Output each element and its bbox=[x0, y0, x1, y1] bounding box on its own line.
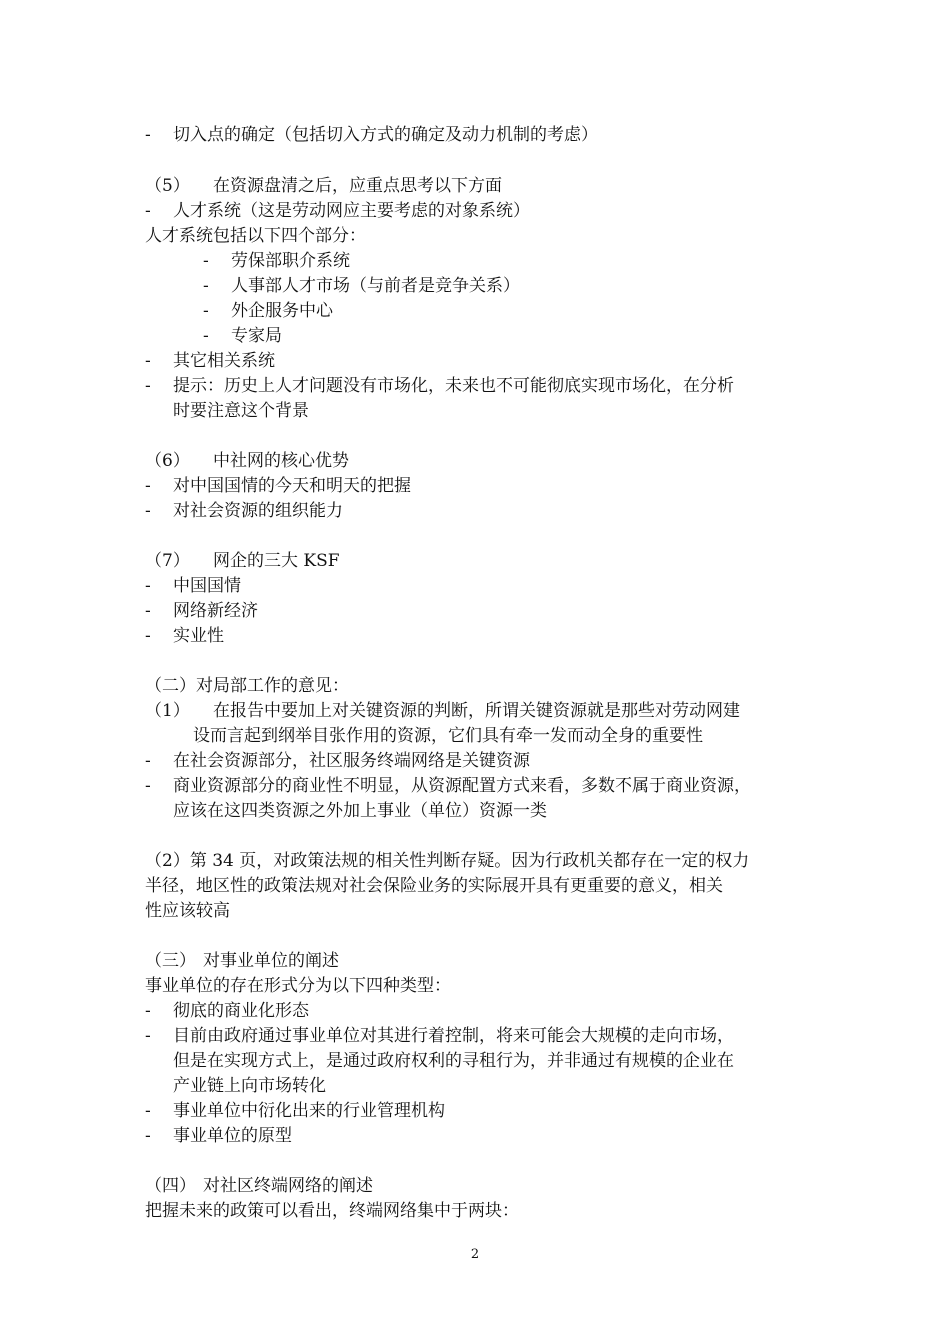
bullet-dash: - bbox=[145, 1101, 151, 1121]
section-number: （三） bbox=[145, 951, 196, 971]
section-number: （7） bbox=[145, 551, 190, 571]
bullet-dash: - bbox=[145, 376, 151, 396]
bullet-dash: - bbox=[145, 776, 151, 796]
paragraph-line: 性应该较高 bbox=[145, 901, 230, 921]
bullet-text: 对社会资源的组织能力 bbox=[173, 501, 343, 521]
bullet-text: 事业单位的原型 bbox=[173, 1126, 292, 1146]
paragraph-line: 人才系统包括以下四个部分： bbox=[145, 226, 366, 246]
bullet-text: 在社会资源部分，社区服务终端网络是关键资源 bbox=[173, 751, 530, 771]
bullet-dash: - bbox=[145, 1026, 151, 1046]
bullet-dash: - bbox=[203, 326, 209, 346]
page-number: 2 bbox=[470, 1247, 480, 1262]
section-number: （6） bbox=[145, 451, 190, 471]
bullet-text: 人事部人才市场（与前者是竞争关系） bbox=[231, 276, 520, 296]
section-number: （5） bbox=[145, 176, 190, 196]
bullet-dash: - bbox=[203, 301, 209, 321]
continuation-line: 应该在这四类资源之外加上事业（单位）资源一类 bbox=[173, 801, 547, 821]
section-heading-text: 在资源盘清之后，应重点思考以下方面 bbox=[213, 176, 502, 196]
bullet-dash: - bbox=[145, 1001, 151, 1021]
section-heading-text: 中社网的核心优势 bbox=[213, 451, 349, 471]
paragraph-line: 半径，地区性的政策法规对社会保险业务的实际展开具有更重要的意义，相关 bbox=[145, 876, 723, 896]
bullet-dash: - bbox=[145, 626, 151, 646]
bullet-dash: - bbox=[145, 751, 151, 771]
bullet-dash: - bbox=[203, 251, 209, 271]
bullet-dash: - bbox=[145, 576, 151, 596]
section-heading-2: （二）对局部工作的意见： bbox=[145, 676, 349, 696]
continuation-line: 产业链上向市场转化 bbox=[173, 1076, 326, 1096]
bullet-text: 事业单位中衍化出来的行业管理机构 bbox=[173, 1101, 445, 1121]
continuation-line: 设而言起到纲举目张作用的资源，它们具有牵一发而动全身的重要性 bbox=[193, 726, 703, 746]
continuation-line: 但是在实现方式上，是通过政府权利的寻租行为，并非通过有规模的企业在 bbox=[173, 1051, 734, 1071]
section-heading-text: 对事业单位的阐述 bbox=[203, 951, 339, 971]
bullet-text: 外企服务中心 bbox=[231, 301, 333, 321]
bullet-dash: - bbox=[145, 476, 151, 496]
bullet-dash: - bbox=[145, 1126, 151, 1146]
bullet-text: 对中国国情的今天和明天的把握 bbox=[173, 476, 411, 496]
bullet-dash: - bbox=[145, 351, 151, 371]
section-heading-text: 对社区终端网络的阐述 bbox=[203, 1176, 373, 1196]
paragraph-line: 把握未来的政策可以看出，终端网络集中于两块： bbox=[145, 1201, 519, 1221]
bullet-text: 人才系统（这是劳动网应主要考虑的对象系统） bbox=[173, 201, 530, 221]
section-heading-text: 网企的三大 KSF bbox=[213, 551, 340, 571]
bullet-dash: - bbox=[145, 501, 151, 521]
bullet-text: 目前由政府通过事业单位对其进行着控制，将来可能会大规模的走向市场， bbox=[173, 1026, 734, 1046]
paragraph-line: 事业单位的存在形式分为以下四种类型： bbox=[145, 976, 451, 996]
bullet-dash: - bbox=[145, 125, 151, 145]
bullet-dash: - bbox=[145, 601, 151, 621]
bullet-text: 彻底的商业化形态 bbox=[173, 1001, 309, 1021]
bullet-text: 中国国情 bbox=[173, 576, 241, 596]
item-text: 在报告中要加上对关键资源的判断，所谓关键资源就是那些对劳动网建 bbox=[213, 701, 740, 721]
bullet-text: 商业资源部分的商业性不明显，从资源配置方式来看，多数不属于商业资源， bbox=[173, 776, 751, 796]
bullet-text: 提示：历史上人才问题没有市场化，未来也不可能彻底实现市场化，在分析 bbox=[173, 376, 734, 396]
bullet-text: 劳保部职介系统 bbox=[231, 251, 350, 271]
bullet-text: 其它相关系统 bbox=[173, 351, 275, 371]
bullet-dash: - bbox=[145, 201, 151, 221]
continuation-line: 时要注意这个背景 bbox=[173, 401, 309, 421]
section-number: （四） bbox=[145, 1176, 196, 1196]
bullet-text: 网络新经济 bbox=[173, 601, 258, 621]
paragraph-line: （2）第 34 页，对政策法规的相关性判断存疑。因为行政机关都存在一定的权力 bbox=[145, 851, 750, 871]
bullet-dash: - bbox=[203, 276, 209, 296]
bullet-text: 切入点的确定（包括切入方式的确定及动力机制的考虑） bbox=[173, 125, 598, 145]
bullet-text: 专家局 bbox=[231, 326, 282, 346]
item-number: （1） bbox=[145, 701, 190, 721]
bullet-text: 实业性 bbox=[173, 626, 224, 646]
